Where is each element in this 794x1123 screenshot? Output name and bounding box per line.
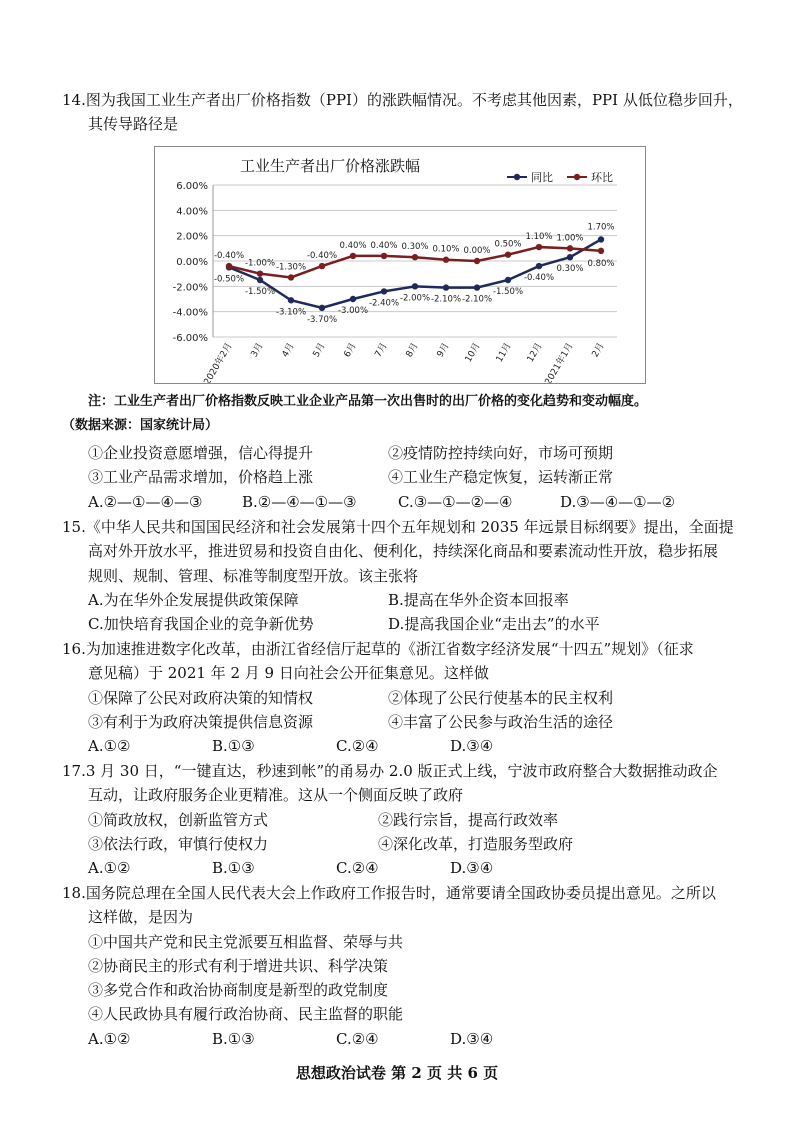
data-point (474, 258, 480, 264)
q14-stem-line1: 14.图为我国工业生产者出厂价格指数（PPI）的涨跌幅情况。不考虑其他因素，PPI 从低位稳步回升， (62, 91, 743, 109)
x-tick-label: 5月 (311, 341, 328, 360)
q16-stem-line1: 16.为加速推进数字化改革，由浙江省经信厅起草的《浙江省数字经济发展“十四五”规划》（征求 (62, 640, 694, 658)
data-label: -1.00% (244, 258, 276, 269)
q16-option-1: ①保障了公民对政府决策的知情权 (88, 689, 314, 707)
x-tick-label: 2021年1月 (543, 341, 576, 383)
q17-choice-a: A.①② (88, 859, 131, 877)
data-point (288, 274, 294, 280)
data-point (319, 305, 325, 311)
data-label: 0.30% (401, 242, 429, 253)
q14-option-3: ③工业产品需求增加，价格趋上涨 (88, 468, 314, 486)
data-point (257, 277, 263, 283)
data-label: 0.00% (463, 246, 491, 256)
x-tick-label: 2月 (590, 341, 607, 360)
data-point (226, 263, 232, 269)
q17-option-2: ②践行宗旨，提高行政效率 (378, 811, 559, 829)
x-tick-label: 2020年2月 (202, 341, 235, 383)
data-label: -3.10% (275, 307, 307, 318)
data-label: -2.00% (399, 293, 431, 304)
q14-choice-d: D.③—④—①—② (560, 493, 676, 511)
q18-option-2: ②协商民主的形式有利于增进共识、科学决策 (88, 957, 389, 975)
data-label: -0.40% (306, 251, 338, 262)
q15-stem-line2: 高对外开放水平，推进贸易和投资自由化、便利化，持续深化商品和要素流动性开放，稳步拓展 (88, 542, 719, 560)
q14-choice-b: B.②—④—①—③ (242, 493, 357, 511)
q14-source: （数据来源：国家统计局） (62, 418, 219, 433)
y-tick-label: 0.00% (176, 257, 208, 268)
x-tick-label: 7月 (373, 341, 390, 360)
data-point (412, 283, 418, 289)
data-point (536, 244, 542, 250)
data-point (536, 263, 542, 269)
q16-choice-d: D.③④ (450, 737, 494, 755)
data-label: -0.40% (523, 273, 555, 284)
q17-stem-line2: 互动，让政府服务企业更精准。这从一个侧面反映了政府 (88, 786, 464, 804)
data-point (567, 254, 573, 260)
x-tick-label: 8月 (404, 341, 421, 360)
data-label: 1.00% (556, 233, 584, 244)
q16-stem-line2: 意见稿）于 2021 年 2 月 9 日向社会公开征集意见。这样做 (88, 664, 489, 682)
q18-option-4: ④人民政协具有履行政治协商、民主监督的职能 (88, 1005, 404, 1023)
data-label: -0.50% (213, 274, 245, 285)
data-point (257, 270, 263, 276)
q17-option-4: ④深化改革，打造服务型政府 (378, 835, 574, 853)
legend-label-mom: 环比 (591, 171, 613, 184)
q16-choice-a: A.①② (88, 737, 131, 755)
data-label: 0.40% (339, 240, 367, 251)
x-tick-label: 4月 (280, 341, 297, 360)
data-label: -1.50% (492, 287, 524, 297)
data-label: -3.00% (337, 306, 369, 316)
q18-choice-c: C.②④ (336, 1030, 379, 1048)
data-point (443, 257, 449, 263)
legend-marker-yoy (514, 174, 520, 180)
y-tick-label: -4.00% (172, 307, 208, 319)
q16-option-2: ②体现了公民行使基本的民主权利 (388, 689, 614, 707)
q14-option-2: ②疫情防控持续向好，市场可预期 (388, 444, 614, 462)
data-point (474, 284, 480, 290)
data-point (443, 284, 449, 290)
ppi-chart (154, 146, 646, 384)
x-tick-label: 10月 (463, 341, 483, 365)
q15-choice-d: D.提高我国企业“走出去”的水平 (388, 615, 600, 633)
data-label: -0.40% (213, 251, 245, 262)
q18-choice-b: B.①③ (212, 1030, 255, 1048)
q14-choice-c: C.③—①—②—④ (398, 493, 513, 511)
data-point (505, 251, 511, 257)
q18-choice-d: D.③④ (450, 1030, 494, 1048)
q14-note: 注：工业生产者出厂价格指数反映工业企业产品第一次出售时的出厂价格的变化趋势和变动幅度。 (88, 394, 648, 409)
q16-option-4: ④丰富了公民参与政治生活的途径 (388, 713, 614, 731)
q16-choice-b: B.①③ (212, 737, 255, 755)
q14-choice-a: A.②—①—④—③ (88, 493, 203, 511)
q15-choice-a: A.为在华外企发展提供政策保障 (88, 591, 299, 609)
data-label: 0.80% (587, 258, 615, 269)
q18-option-1: ①中国共产党和民主党派要互相监督、荣辱与共 (88, 933, 404, 951)
x-tick-label: 11月 (494, 341, 514, 365)
y-tick-label: -6.00% (172, 333, 208, 344)
y-tick-label: 4.00% (176, 206, 208, 218)
q14-option-1: ①企业投资意愿增强，信心得提升 (88, 444, 314, 462)
data-label: -2.40% (368, 298, 400, 309)
data-label: -1.50% (244, 287, 276, 297)
data-label: 0.50% (494, 239, 522, 250)
q17-option-3: ③依法行政，审慎行使权力 (88, 835, 269, 853)
ppi-chart-svg (155, 147, 645, 383)
data-label: -3.70% (306, 314, 338, 325)
q14-stem-line2: 其传导路径是 (88, 115, 179, 133)
data-label: 0.40% (370, 240, 398, 251)
q15-stem-line3: 规则、规制、管理、标准等制度型开放。该主张将 (88, 567, 419, 585)
x-tick-label: 12月 (525, 341, 545, 365)
y-tick-label: 2.00% (176, 231, 208, 243)
legend-marker-mom (574, 174, 580, 180)
data-point (412, 254, 418, 260)
x-tick-label: 3月 (249, 341, 266, 360)
data-label: -2.10% (430, 294, 462, 305)
chart-title: 工业生产者出厂价格涨跌幅 (239, 157, 421, 175)
q15-choice-b: B.提高在华外企资本回报率 (388, 591, 569, 609)
data-label: 1.10% (525, 232, 553, 243)
data-point (288, 297, 294, 303)
q14-option-4: ④工业生产稳定恢复，运转渐正常 (388, 468, 614, 486)
y-tick-label: -2.00% (172, 282, 208, 294)
data-label: 0.30% (556, 264, 584, 275)
q15-choice-c: C.加快培育我国企业的竞争新优势 (88, 615, 314, 633)
q18-option-3: ③多党合作和政治协商制度是新型的政党制度 (88, 981, 389, 999)
data-point (567, 245, 573, 251)
q17-choice-d: D.③④ (450, 859, 494, 877)
data-label: 0.10% (432, 244, 460, 255)
chart-legend (507, 170, 613, 184)
data-point (319, 263, 325, 269)
x-tick-label: 6月 (342, 341, 359, 360)
q17-choice-c: C.②④ (336, 859, 379, 877)
data-point (598, 236, 604, 242)
data-point (381, 253, 387, 259)
q18-stem-line2: 这样做，是因为 (88, 908, 194, 926)
data-label: -1.30% (275, 262, 307, 273)
data-point (381, 288, 387, 294)
q16-option-3: ③有利于为政府决策提供信息资源 (88, 713, 314, 731)
page-footer: 思想政治试卷 第 2 页 共 6 页 (295, 1064, 499, 1082)
q16-choice-c: C.②④ (336, 737, 379, 755)
x-tick-label: 9月 (435, 341, 452, 360)
data-label: 1.70% (587, 222, 615, 233)
y-tick-label: 6.00% (176, 181, 208, 192)
q18-choice-a: A.①② (88, 1030, 131, 1048)
q17-choice-b: B.①③ (212, 859, 255, 877)
data-point (350, 253, 356, 259)
chart-plot-area (173, 181, 617, 383)
data-label: -2.10% (461, 294, 493, 305)
q17-stem-line1: 17.3 月 30 日，“一键直达，秒速到帐”的甬易办 2.0 版正式上线，宁波市政府整合大数据推动政企 (62, 762, 718, 780)
legend-label-yoy: 同比 (531, 171, 553, 184)
q15-stem-line1: 15.《中华人民共和国国民经济和社会发展第十四个五年规划和 2035 年远景目标纲要》提出，全面提 (62, 518, 734, 536)
data-point (505, 277, 511, 283)
data-point (350, 296, 356, 302)
data-point (598, 248, 604, 254)
q18-stem-line1: 18.国务院总理在全国人民代表大会上作政府工作报告时，通常要请全国政协委员提出意见。之所以 (62, 884, 716, 902)
q17-option-1: ①简政放权，创新监管方式 (88, 811, 269, 829)
